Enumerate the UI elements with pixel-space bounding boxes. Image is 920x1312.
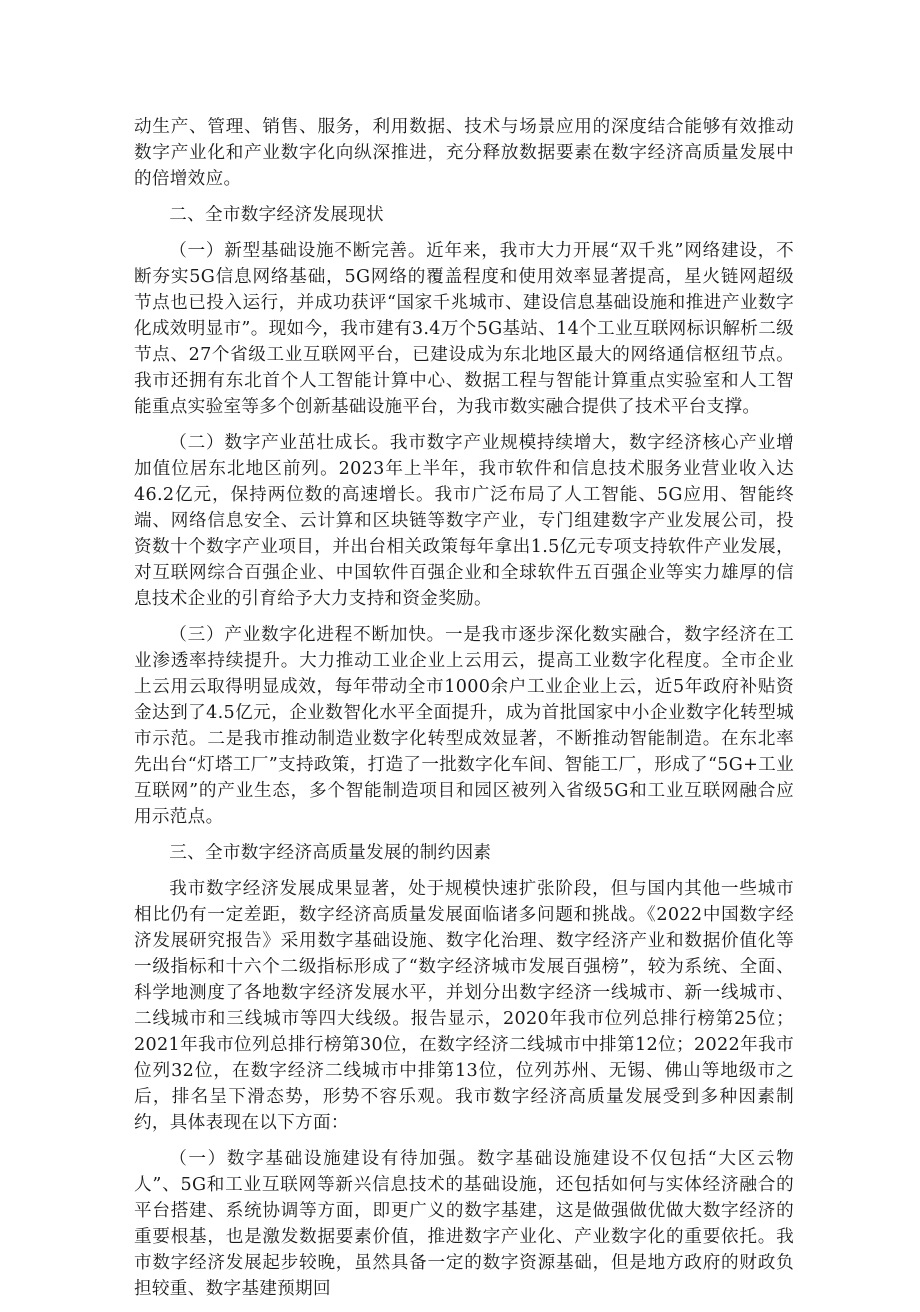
paragraph-digital-industry: （二）数字产业茁壮成长。我市数字产业规模持续增大，数字经济核心产业增加值位居东北地区前列。2023年上半年，我市软件和信息技术服务业营业收入达46.2亿元，保持两位数的高速增长。我市广泛布局了人工智能、5G应用、智能终端、网络信息安全、云计算和区块链等数字产业，专门组建数字产业发展公司，投资数十个数字产业项目，并出台相关政策每年拿出1.5亿元专项支持软件产业发展，对互联网综合百强企业、中国软件百强企业和全球软件五百强企业等实力雄厚的信息技术企业的引育给予大力支持和资金奖励。 [134,433,794,609]
paragraph-constraints-overview: 我市数字经济发展成果显著，处于规模快速扩张阶段，但与国内其他一些城市相比仍有一定差距，数字经济高质量发展面临诸多问题和挑战。《2022中国数字经济发展研究报告》采用数字基础设施、数字化治理、数字经济产业和数据价值化等一级指标和十六个二级指标形成了“数字经济城市发展百强榜”，较为系统、全面、科学地测度了各地数字经济发展水平，并划分出数字经济一线城市、新一线城市、二线城市和三线城市等四大线级。报告显示，2020年我市位列总排行榜第25位；2021年我市位列总排行榜第30位，在数字经济二线城市中排第12位；2022年我市位列32位，在数字经济二线城市中排第13位，位列苏州、无锡、佛山等地级市之后，排名呈下滑态势，形势不容乐观。我市数字经济高质量发展受到多种因素制约，具体表现在以下方面： [134,879,794,1133]
section-heading-3: 三、全市数字经济高质量发展的制约因素 [169,843,492,863]
paragraph-continuation: 动生产、管理、销售、服务，利用数据、技术与场景应用的深度结合能够有效推动数字产业化和产业数字化向纵深推进，充分释放数据要素在数字经济高质量发展中的倍增效应。 [134,117,794,189]
paragraph-infrastructure-constraint: （一）数字基础设施建设有待加强。数字基础设施建设不仅包括“大区云物人”、5G和工业互联网等新兴信息技术的基础设施，还包括如何与实体经济融合的平台搭建、系统协调等方面，即更广义的数字基建，这是做强做优做大数字经济的重要根基，也是激发数据要素价值，推进数字产业化、产业数字化的重要依托。我市数字经济发展起步较晚，虽然具备一定的数字资源基础，但是地方政府的财政负担较重、数字基建预期回 [134,1149,794,1299]
paragraph-industrial-digitalization: （三）产业数字化进程不断加快。一是我市逐步深化数实融合，数字经济在工业渗透率持续提升。大力推动工业企业上云用云，提高工业数字化程度。全市企业上云用云取得明显成效，每年带动全市1000余户工业企业上云，近5年政府补贴资金达到了4.5亿元，企业数智化水平全面提升，成为首批国家中小企业数字化转型城市示范。二是我市推动制造业数字化转型成效显著，不断推动智能制造。在东北率先出台“灯塔工厂”支持政策，打造了一批数字化车间、智能工厂，形成了“5G+工业互联网”的产业生态，多个智能制造项目和园区被列入省级5G和工业互联网融合应用示范点。 [134,625,794,827]
section-heading-2: 二、全市数字经济发展现状 [169,205,384,225]
document-body [134,114,794,1312]
paragraph-infrastructure: （一）新型基础设施不断完善。近年来，我市大力开展“双千兆”网络建设，不断夯实5G信息网络基础，5G网络的覆盖程度和使用效率显著提高，星火链网超级节点也已投入运行，并成功获评“国家千兆城市、建设信息基础设施和推进产业数字化成效明显市”。现如今，我市建有3.4万个5G基站、14个工业互联网标识解析二级节点、27个省级工业互联网平台，已建设成为东北地区最大的网络通信枢纽节点。我市还拥有东北首个人工智能计算中心、数据工程与智能计算重点实验室和人工智能重点实验室等多个创新基础设施平台，为我市数实融合提供了技术平台支撑。 [134,241,794,417]
